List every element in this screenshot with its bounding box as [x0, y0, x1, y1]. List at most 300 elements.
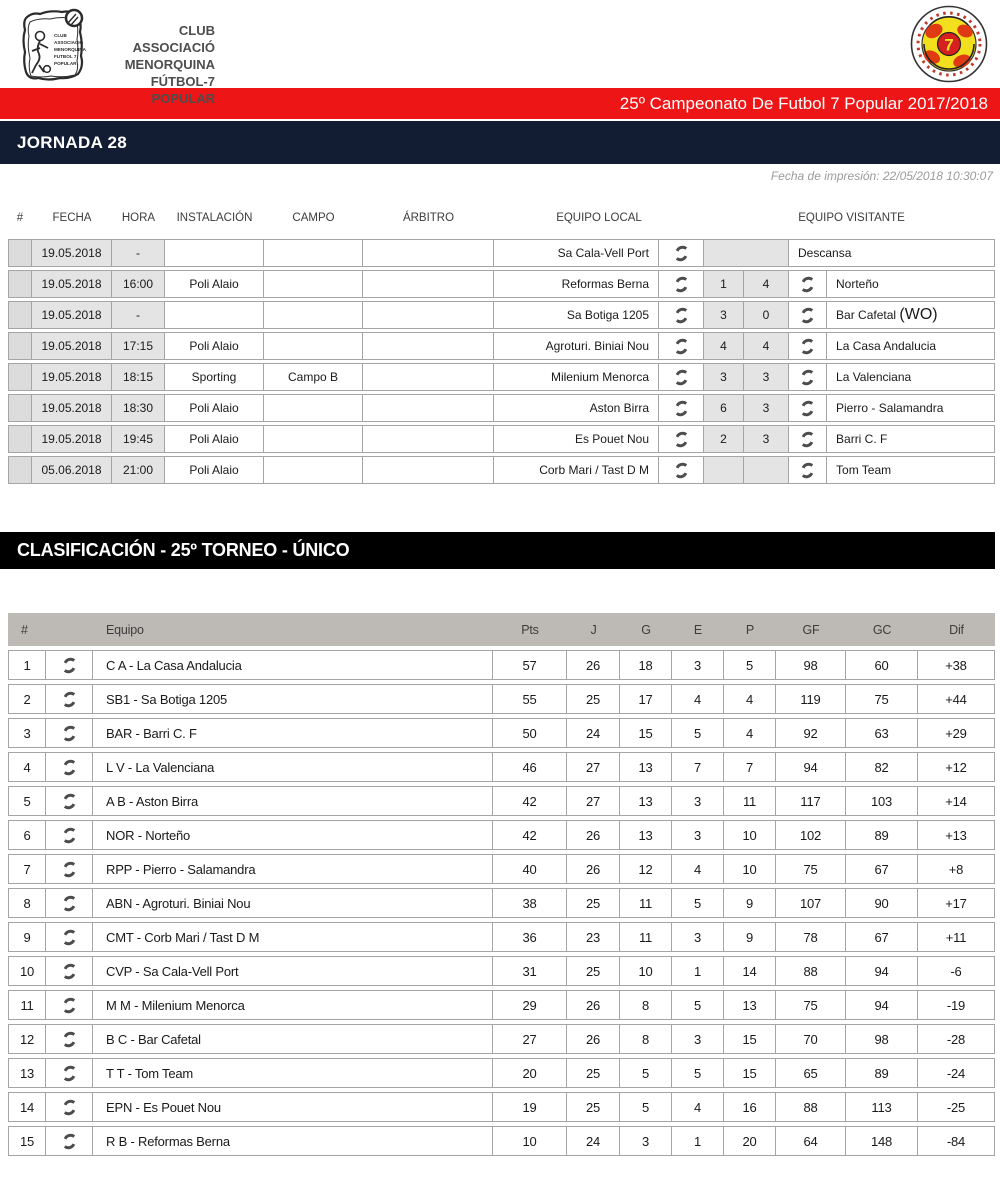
match-instalacion: Poli Alaio [165, 332, 264, 360]
match-hora: - [112, 301, 165, 329]
match-score-local: 4 [704, 332, 744, 360]
club-name-line: MENORQUINA [124, 57, 215, 72]
standings-gc: 94 [846, 956, 918, 986]
standings-p: 9 [724, 888, 776, 918]
standings-gf: 64 [776, 1126, 846, 1156]
col-header-p: P [724, 613, 776, 646]
standings-pts: 46 [493, 752, 567, 782]
standings-pos: 8 [8, 888, 46, 918]
match-score-local: 1 [704, 270, 744, 298]
standings-j: 26 [567, 820, 620, 850]
standings-gf: 98 [776, 650, 846, 680]
standings-gf: 75 [776, 990, 846, 1020]
standings-j: 26 [567, 650, 620, 680]
match-campo [264, 301, 363, 329]
standings-gc: 63 [846, 718, 918, 748]
print-date: Fecha de impresión: 22/05/2018 10:30:07 [770, 169, 993, 183]
standings-e: 3 [672, 786, 724, 816]
match-score-local [704, 456, 744, 484]
standings-pts: 40 [493, 854, 567, 884]
standings-e: 5 [672, 718, 724, 748]
standings-dif: -84 [918, 1126, 995, 1156]
standings-g: 3 [620, 1126, 672, 1156]
standings-row [8, 922, 995, 952]
match-hora: 21:00 [112, 456, 165, 484]
standings-gc: 60 [846, 650, 918, 680]
standings-g: 18 [620, 650, 672, 680]
match-fecha: 19.05.2018 [32, 363, 112, 391]
standings-e: 4 [672, 1092, 724, 1122]
match-score-visit: 0 [744, 301, 789, 329]
match-local-badge-cell [659, 332, 704, 360]
standings-p: 16 [724, 1092, 776, 1122]
col-header-fecha: FECHA [52, 211, 92, 224]
match-instalacion: Poli Alaio [165, 456, 264, 484]
match-instalacion: Poli Alaio [165, 270, 264, 298]
match-num-cell [8, 332, 32, 360]
standings-pos: 1 [8, 650, 46, 680]
match-fecha: 19.05.2018 [32, 239, 112, 267]
match-row [8, 456, 995, 484]
match-visit-team: La Casa Andalucia [827, 332, 995, 360]
team-badge-icon [60, 826, 79, 845]
svg-text:MENORQUINA: MENORQUINA [54, 47, 86, 52]
col-header-equipo: Equipo [93, 613, 493, 646]
match-num-cell [8, 394, 32, 422]
match-row [8, 363, 995, 391]
team-badge-icon [798, 461, 817, 480]
standings-j: 25 [567, 1058, 620, 1088]
match-campo [264, 425, 363, 453]
standings-e: 5 [672, 888, 724, 918]
standings-row [8, 1024, 995, 1054]
standings-badge-cell [46, 956, 93, 986]
standings-gf: 94 [776, 752, 846, 782]
standings-badge-cell [46, 718, 93, 748]
standings-g: 13 [620, 820, 672, 850]
col-header-g: G [620, 613, 672, 646]
team-badge-icon [672, 306, 691, 325]
standings-g: 13 [620, 752, 672, 782]
standings-pts: 38 [493, 888, 567, 918]
standings-gf: 70 [776, 1024, 846, 1054]
match-arbitro [363, 270, 494, 298]
standings-dif: -24 [918, 1058, 995, 1088]
standings-gc: 90 [846, 888, 918, 918]
standings-row [8, 820, 995, 850]
standings-team: A B - Aston Birra [93, 786, 493, 816]
standings-dif: +17 [918, 888, 995, 918]
match-local-team: Milenium Menorca [494, 363, 659, 391]
standings-e: 3 [672, 1024, 724, 1054]
standings-g: 8 [620, 990, 672, 1020]
team-badge-icon [60, 1030, 79, 1049]
col-header-instalacion: INSTALACIÓN [176, 211, 253, 224]
standings-p: 15 [724, 1058, 776, 1088]
standings-dif: +29 [918, 718, 995, 748]
standings-p: 13 [724, 990, 776, 1020]
match-score-local: 3 [704, 301, 744, 329]
championship-title: 25º Campeonato De Futbol 7 Popular 2017/2018 [619, 93, 988, 113]
col-header-dif: Dif [918, 613, 995, 646]
match-fecha: 19.05.2018 [32, 270, 112, 298]
standings-p: 5 [724, 650, 776, 680]
standings-pts: 42 [493, 786, 567, 816]
match-instalacion: Poli Alaio [165, 425, 264, 453]
match-visit-team: Tom Team [827, 456, 995, 484]
match-score-visit: 3 [744, 425, 789, 453]
team-badge-icon [60, 996, 79, 1015]
standings-j: 24 [567, 718, 620, 748]
col-header-arbitro: ÁRBITRO [402, 211, 455, 224]
club-logo [16, 6, 92, 84]
match-score-visit: 3 [744, 394, 789, 422]
match-local-team: Reformas Berna [494, 270, 659, 298]
team-badge-icon [798, 306, 817, 325]
standings-team: EPN - Es Pouet Nou [93, 1092, 493, 1122]
match-arbitro [363, 239, 494, 267]
match-visit-team: Pierro - Salamandra [827, 394, 995, 422]
team-badge-icon [672, 244, 691, 263]
match-arbitro [363, 363, 494, 391]
match-local-team: Agroturi. Biniai Nou [494, 332, 659, 360]
standings-team: SB1 - Sa Botiga 1205 [93, 684, 493, 714]
team-badge-icon [60, 792, 79, 811]
standings-gc: 103 [846, 786, 918, 816]
standings-j: 25 [567, 684, 620, 714]
match-arbitro [363, 301, 494, 329]
standings-j: 25 [567, 888, 620, 918]
match-row [8, 270, 995, 298]
match-score-local: 3 [704, 363, 744, 391]
club-name-line: CLUB ASSOCIACIÓ [132, 23, 215, 55]
standings-team: T T - Tom Team [93, 1058, 493, 1088]
match-row [8, 332, 995, 360]
standings-pos: 10 [8, 956, 46, 986]
standings-row [8, 854, 995, 884]
col-header-equipo-local: EQUIPO LOCAL [556, 211, 642, 224]
standings-row [8, 1058, 995, 1088]
standings-badge-cell [46, 786, 93, 816]
match-arbitro [363, 332, 494, 360]
match-fecha: 19.05.2018 [32, 301, 112, 329]
standings-pts: 50 [493, 718, 567, 748]
club-name-line: FÚTBOL-7 POPULAR [150, 74, 215, 106]
standings-gf: 65 [776, 1058, 846, 1088]
match-fecha: 19.05.2018 [32, 394, 112, 422]
standings-pos: 9 [8, 922, 46, 952]
standings-pts: 27 [493, 1024, 567, 1054]
standings-dif: -6 [918, 956, 995, 986]
standings-badge-cell [46, 820, 93, 850]
team-badge-icon [672, 461, 691, 480]
col-header-num: # [16, 211, 24, 224]
standings-dif: +8 [918, 854, 995, 884]
team-badge-icon [60, 894, 79, 913]
standings-pos: 3 [8, 718, 46, 748]
standings-g: 17 [620, 684, 672, 714]
match-num-cell [8, 425, 32, 453]
standings-gc: 148 [846, 1126, 918, 1156]
standings-gf: 107 [776, 888, 846, 918]
standings-team: C A - La Casa Andalucia [93, 650, 493, 680]
standings-p: 7 [724, 752, 776, 782]
match-num-cell [8, 239, 32, 267]
standings-e: 4 [672, 684, 724, 714]
standings-p: 9 [724, 922, 776, 952]
match-visit-team: Bar Cafetal (WO) [827, 301, 995, 329]
match-visit-badge-cell [789, 270, 827, 298]
team-badge-icon [60, 1098, 79, 1117]
standings-gc: 75 [846, 684, 918, 714]
standings-row [8, 752, 995, 782]
standings-gf: 75 [776, 854, 846, 884]
team-badge-icon [60, 758, 79, 777]
standings-dif: -28 [918, 1024, 995, 1054]
match-visit-team: Barri C. F [827, 425, 995, 453]
standings-pos: 6 [8, 820, 46, 850]
standings-p: 10 [724, 854, 776, 884]
match-hora: - [112, 239, 165, 267]
standings-team: M M - Milenium Menorca [93, 990, 493, 1020]
standings-row [8, 888, 995, 918]
team-badge-icon [672, 430, 691, 449]
match-instalacion [165, 301, 264, 329]
match-campo [264, 394, 363, 422]
standings-p: 4 [724, 718, 776, 748]
standings-badge-cell [46, 1058, 93, 1088]
match-local-badge-cell [659, 425, 704, 453]
standings-dif: +14 [918, 786, 995, 816]
standings-badge-cell [46, 888, 93, 918]
standings-team: ABN - Agroturi. Biniai Nou [93, 888, 493, 918]
standings-pos: 14 [8, 1092, 46, 1122]
standings-dif: -19 [918, 990, 995, 1020]
standings-gf: 78 [776, 922, 846, 952]
team-badge-icon [60, 724, 79, 743]
match-score-cell [704, 239, 789, 267]
standings-pts: 19 [493, 1092, 567, 1122]
col-header-campo: CAMPO [292, 211, 335, 224]
standings-pts: 29 [493, 990, 567, 1020]
standings-p: 10 [724, 820, 776, 850]
match-score-visit: 4 [744, 332, 789, 360]
standings-row [8, 718, 995, 748]
standings-gc: 82 [846, 752, 918, 782]
standings-pos: 13 [8, 1058, 46, 1088]
standings-e: 3 [672, 922, 724, 952]
col-header-gf: GF [776, 613, 846, 646]
standings-g: 11 [620, 922, 672, 952]
standings-e: 7 [672, 752, 724, 782]
match-campo [264, 332, 363, 360]
match-local-team: Aston Birra [494, 394, 659, 422]
standings-gc: 89 [846, 820, 918, 850]
standings-team: NOR - Norteño [93, 820, 493, 850]
match-visit-badge-cell [789, 456, 827, 484]
standings-g: 15 [620, 718, 672, 748]
standings-g: 8 [620, 1024, 672, 1054]
match-visit-badge-cell [789, 332, 827, 360]
standings-g: 11 [620, 888, 672, 918]
standings-row [8, 650, 995, 680]
standings-dif: -25 [918, 1092, 995, 1122]
standings-j: 27 [567, 752, 620, 782]
match-arbitro [363, 394, 494, 422]
match-hora: 16:00 [112, 270, 165, 298]
standings-pos: 12 [8, 1024, 46, 1054]
federation-logo [910, 5, 988, 83]
standings-j: 26 [567, 1024, 620, 1054]
standings-dif: +44 [918, 684, 995, 714]
club-logo-icon [16, 6, 92, 84]
col-header-hora: HORA [121, 211, 156, 224]
match-row [8, 394, 995, 422]
standings-j: 26 [567, 854, 620, 884]
col-header-gc: GC [846, 613, 918, 646]
team-badge-icon [798, 337, 817, 356]
standings-row [8, 1126, 995, 1156]
match-instalacion: Sporting [165, 363, 264, 391]
standings-j: 25 [567, 1092, 620, 1122]
standings-team: CVP - Sa Cala-Vell Port [93, 956, 493, 986]
standings-badge-cell [46, 990, 93, 1020]
standings-pos: 11 [8, 990, 46, 1020]
standings-gf: 92 [776, 718, 846, 748]
standings-gc: 94 [846, 990, 918, 1020]
standings-e: 1 [672, 956, 724, 986]
col-header-e: E [672, 613, 724, 646]
svg-text:ASSOCIACIO: ASSOCIACIO [54, 40, 84, 45]
standings-dif: +12 [918, 752, 995, 782]
match-score-visit [744, 456, 789, 484]
standings-badge-cell [46, 854, 93, 884]
match-row [8, 301, 995, 329]
standings-pos: 5 [8, 786, 46, 816]
standings-gf: 88 [776, 1092, 846, 1122]
match-campo [264, 456, 363, 484]
standings-header-row [8, 613, 995, 646]
standings-dif: +13 [918, 820, 995, 850]
match-local-badge-cell [659, 363, 704, 391]
standings-gc: 67 [846, 854, 918, 884]
match-local-team: Sa Botiga 1205 [494, 301, 659, 329]
standings-p: 14 [724, 956, 776, 986]
match-local-team: Corb Mari / Tast D M [494, 456, 659, 484]
standings-table [8, 609, 995, 1160]
standings-team: B C - Bar Cafetal [93, 1024, 493, 1054]
match-num-cell [8, 301, 32, 329]
match-hora: 19:45 [112, 425, 165, 453]
match-score-visit: 3 [744, 363, 789, 391]
standings-j: 24 [567, 1126, 620, 1156]
team-badge-icon [798, 275, 817, 294]
standings-p: 11 [724, 786, 776, 816]
standings-row [8, 990, 995, 1020]
team-badge-icon [798, 368, 817, 387]
team-badge-icon [672, 275, 691, 294]
walkover-note: (WO) [899, 306, 938, 323]
jornada-title: JORNADA 28 [17, 132, 128, 152]
standings-badge-cell [46, 1126, 93, 1156]
match-score-local: 6 [704, 394, 744, 422]
match-row [8, 239, 995, 267]
match-local-badge-cell [659, 270, 704, 298]
standings-j: 26 [567, 990, 620, 1020]
match-fecha: 05.06.2018 [32, 456, 112, 484]
standings-pos: 7 [8, 854, 46, 884]
col-header-j: J [567, 613, 620, 646]
standings-badge-cell [46, 1024, 93, 1054]
standings-gc: 113 [846, 1092, 918, 1122]
match-visit-team: Norteño [827, 270, 995, 298]
federation-logo-icon [910, 5, 988, 83]
standings-pos: 15 [8, 1126, 46, 1156]
standings-j: 23 [567, 922, 620, 952]
team-badge-icon [672, 337, 691, 356]
team-badge-icon [60, 962, 79, 981]
match-visit-team: La Valenciana [827, 363, 995, 391]
standings-e: 5 [672, 990, 724, 1020]
match-visit-badge-cell [789, 394, 827, 422]
match-local-team: Es Pouet Nou [494, 425, 659, 453]
match-num-cell [8, 363, 32, 391]
standings-team: BAR - Barri C. F [93, 718, 493, 748]
standings-pts: 55 [493, 684, 567, 714]
team-badge-icon [60, 860, 79, 879]
match-hora: 17:15 [112, 332, 165, 360]
standings-dif: +11 [918, 922, 995, 952]
match-local-badge-cell [659, 394, 704, 422]
jornada-banner [0, 121, 1000, 164]
standings-badge-cell [46, 1092, 93, 1122]
match-campo [264, 239, 363, 267]
standings-badge-cell [46, 650, 93, 680]
team-badge-icon [798, 399, 817, 418]
standings-g: 12 [620, 854, 672, 884]
standings-badge-cell [46, 922, 93, 952]
match-local-badge-cell [659, 301, 704, 329]
club-name [95, 22, 215, 107]
standings-p: 4 [724, 684, 776, 714]
team-badge-icon [60, 1064, 79, 1083]
match-local-badge-cell [659, 239, 704, 267]
standings-gc: 89 [846, 1058, 918, 1088]
standings-row [8, 956, 995, 986]
match-arbitro [363, 456, 494, 484]
standings-e: 3 [672, 820, 724, 850]
match-fecha: 19.05.2018 [32, 425, 112, 453]
match-score-visit: 4 [744, 270, 789, 298]
matches-header-row [8, 199, 995, 236]
standings-gf: 88 [776, 956, 846, 986]
standings-pos: 4 [8, 752, 46, 782]
standings-row [8, 684, 995, 714]
col-header-pts: Pts [493, 613, 567, 646]
standings-gf: 117 [776, 786, 846, 816]
col-header-pos: # [8, 613, 46, 646]
team-badge-icon [798, 430, 817, 449]
team-badge-icon [60, 656, 79, 675]
standings-team: R B - Reformas Berna [93, 1126, 493, 1156]
svg-text:CLUB: CLUB [54, 33, 67, 38]
match-fecha: 19.05.2018 [32, 332, 112, 360]
team-badge-icon [60, 1132, 79, 1151]
standings-j: 27 [567, 786, 620, 816]
standings-g: 13 [620, 786, 672, 816]
standings-badge-cell [46, 752, 93, 782]
standings-pts: 31 [493, 956, 567, 986]
